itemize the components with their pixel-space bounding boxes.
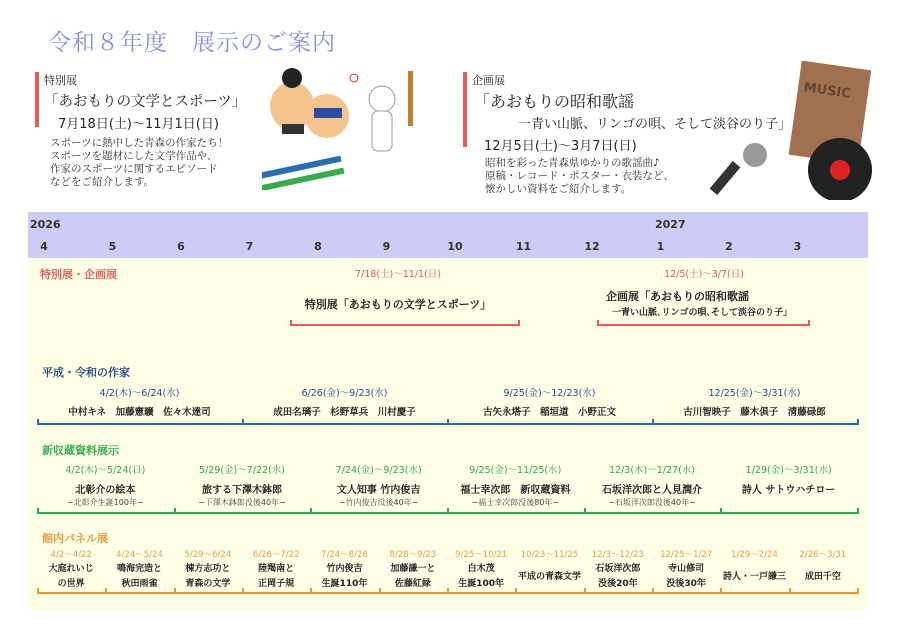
- panel-title-line1: 加藤謙一と: [390, 564, 436, 574]
- panel-title-line1: 成田千空: [804, 572, 841, 582]
- panel-title-line1: 寺山修司: [668, 564, 705, 574]
- section-exhibitions: 特別展・企画展: [40, 268, 117, 281]
- page-title: 令和８年度 展示のご案内: [48, 30, 336, 56]
- period-date: 12/3(木)〜1/27(水): [609, 465, 695, 476]
- acquisition-title: 石坂洋次郎と人見潤介: [602, 485, 702, 496]
- period-date: 5/29(金)〜7/22(水): [199, 465, 285, 476]
- period-date: 8/28〜9/23: [389, 550, 437, 560]
- panel-title-line2: 没後20年: [598, 579, 638, 589]
- month-label: 1: [656, 240, 665, 253]
- panel-title-line2: 青森の文学: [185, 579, 231, 589]
- period-date: 4/2〜4/22: [50, 550, 92, 560]
- month-label: 5: [108, 240, 117, 253]
- timeline-segment: [242, 419, 449, 425]
- special-title: 「あおもりの文学とスポーツ」: [44, 94, 247, 110]
- acquisition-title: 文人知事 竹内俊吉: [336, 485, 421, 496]
- period-date: 10/23〜11/25: [520, 550, 579, 560]
- panel-title-line2: 秋田雨雀: [121, 579, 158, 589]
- month-label: 3: [793, 240, 802, 253]
- period-date: 9/25(金)〜12/23(水): [503, 388, 596, 399]
- timeline-segment: [447, 508, 586, 514]
- period-date: 9/25(金)〜11/25(水): [469, 465, 562, 476]
- period-date: 4/2(木)〜6/24(水): [99, 388, 180, 399]
- acquisition-subtitle: −竹内俊吉没後40年−: [338, 498, 419, 507]
- panel-title-line1: 鳴海完造と: [116, 564, 163, 574]
- month-label: 12: [584, 240, 600, 253]
- panel-title-line2: 生誕110年: [321, 579, 368, 589]
- author-names: 成田名璃子 杉野草兵 川村慶子: [273, 407, 416, 418]
- acquisition-title: 福士幸次郎 新収蔵資料: [460, 485, 571, 496]
- month-label: 10: [447, 240, 463, 253]
- month-label: 8: [314, 240, 322, 253]
- panel-title-line2: 正岡子規: [258, 579, 295, 589]
- acquisition-subtitle: −石坂洋次郎没後40年−: [608, 498, 696, 507]
- month-label: 2: [725, 240, 733, 253]
- section-acquisitions: 新収蔵資料展示: [42, 444, 119, 457]
- panel-title-line2: 生誕100年: [458, 579, 505, 589]
- panel-title-line1: 詩人・一戸謙三: [722, 572, 787, 582]
- sports-illustration: [262, 66, 432, 190]
- panel-title-line1: 大庭れいじ: [48, 564, 94, 574]
- exhibition-subtitle: 一青い山脈､リンゴの唄､そして淡谷のり子」: [612, 308, 793, 318]
- exhibition-title: 特別展「あおもりの文学とスポーツ」: [304, 298, 492, 311]
- exhibition-bracket: [597, 320, 810, 326]
- month-label: 11: [515, 240, 532, 253]
- author-names: 古矢永塔子 稲垣道 小野正文: [482, 407, 617, 418]
- panel-title-line1: 石坂洋次郎: [595, 564, 641, 574]
- acquisition-subtitle: −福士幸次郎没後80年−: [471, 498, 560, 507]
- panel-title-line2: 没後30年: [666, 579, 706, 589]
- period-date: 2/26〜3/31: [799, 550, 847, 560]
- acquisition-title: 旅する下澤木鉢郎: [202, 485, 282, 496]
- planned-desc: 昭和を彩った青森県ゆかりの歌謡曲♪ 原稿・レコード・ポスター・衣装など、 懐かしい資料をご紹介します。: [485, 157, 674, 195]
- period-date: 9/25〜10/21: [455, 550, 508, 560]
- period-date: 1/29〜2/24: [731, 550, 778, 560]
- panel-title-line1: 竹内俊吉: [326, 564, 363, 574]
- panel-title-line2: の世界: [57, 579, 85, 589]
- exhibition-bracket: [290, 320, 520, 326]
- year-label: 2027: [655, 218, 686, 231]
- timeline-segment: [789, 588, 859, 594]
- accent-bar: [463, 72, 467, 147]
- month-label: 6: [177, 240, 185, 253]
- special-desc: スポーツに熱中した青森の作家たち！ スポーツを題材にした文学作品や、 作家のスポーツに関するエピソード などをご紹介します。: [50, 137, 229, 188]
- month-label: 4: [40, 240, 48, 253]
- period-date: 4/24〜5/24: [116, 550, 163, 560]
- period-date: 12/25〜1/27: [660, 550, 713, 560]
- timeline-segment: [515, 588, 585, 594]
- acquisition-title: 北彰介の絵本: [75, 485, 136, 496]
- timeline-segment: [174, 508, 313, 514]
- exhibition-date: 12/5(土)〜3/7(日): [664, 269, 744, 280]
- panel-title-line1: 白木茂: [467, 564, 495, 574]
- timeline-segment: [584, 508, 723, 514]
- svg-text:MUSIC: MUSIC: [802, 80, 852, 102]
- timeline-segment: [447, 419, 654, 425]
- period-date: 7/24〜8/26: [321, 550, 368, 560]
- month-label: 7: [245, 240, 254, 253]
- panel-title-line1: 平成の青森文学: [517, 572, 582, 582]
- music-illustration: [700, 60, 890, 200]
- panel-title-line1: 棟方志功と: [185, 564, 231, 574]
- author-names: 古川智映子 藤木倶子 清藤碌郎: [683, 407, 826, 418]
- period-date: 1/29(金)〜3/31(水): [745, 465, 832, 476]
- acquisition-subtitle: −北彰介生誕100年−: [66, 498, 144, 507]
- period-date: 4/2(木)〜5/24(日): [65, 465, 146, 476]
- section-panels: 館内パネル展: [42, 532, 108, 545]
- section-authors: 平成・令和の作家: [42, 366, 130, 379]
- timeline-segment: [37, 419, 244, 425]
- accent-bar: [35, 72, 39, 127]
- timeline-segment: [652, 419, 859, 425]
- period-date: 6/26〜7/22: [252, 550, 300, 560]
- planned-title: 「あおもりの昭和歌謡: [474, 92, 635, 111]
- period-date: 6/26(金)〜9/23(水): [301, 388, 388, 399]
- exhibition-title: 企画展「あおもりの昭和歌謡: [606, 290, 749, 303]
- year-label: 2026: [30, 218, 61, 231]
- exhibition-date: 7/18(土)〜11/1(日): [355, 269, 441, 280]
- timeline-segment: [37, 508, 176, 514]
- period-date: 7/24(金)〜9/23(水): [335, 465, 422, 476]
- author-names: 中村キネ 加藤憲曠 佐々木達司: [68, 407, 211, 418]
- panel-title-line2: 佐藤紅緑: [394, 579, 431, 589]
- special-kind: 特別展: [44, 74, 77, 87]
- planned-subtitle: 一青い山脈、リンゴの唄、そして淡谷のり子」: [518, 117, 792, 132]
- acquisition-title: 詩人 サトウハチロー: [741, 485, 836, 496]
- timeline-segment: [310, 508, 449, 514]
- month-label: 9: [382, 240, 391, 253]
- special-date: 7月18日(土)〜11月1日(日): [58, 117, 219, 132]
- acquisition-subtitle: −下澤木鉢郎没後40年−: [198, 498, 286, 507]
- planned-date: 12月5日(土)〜3月7日(日): [484, 139, 637, 154]
- panel-title-line1: 陸羯南と: [258, 564, 295, 574]
- period-date: 12/25(金)〜3/31(水): [708, 388, 801, 399]
- period-date: 5/29〜6/24: [184, 550, 232, 560]
- timeline-segment: [720, 508, 859, 514]
- timeline-segment: [720, 588, 790, 594]
- planned-kind: 企画展: [472, 74, 505, 87]
- period-date: 12/3〜12/23: [591, 550, 644, 560]
